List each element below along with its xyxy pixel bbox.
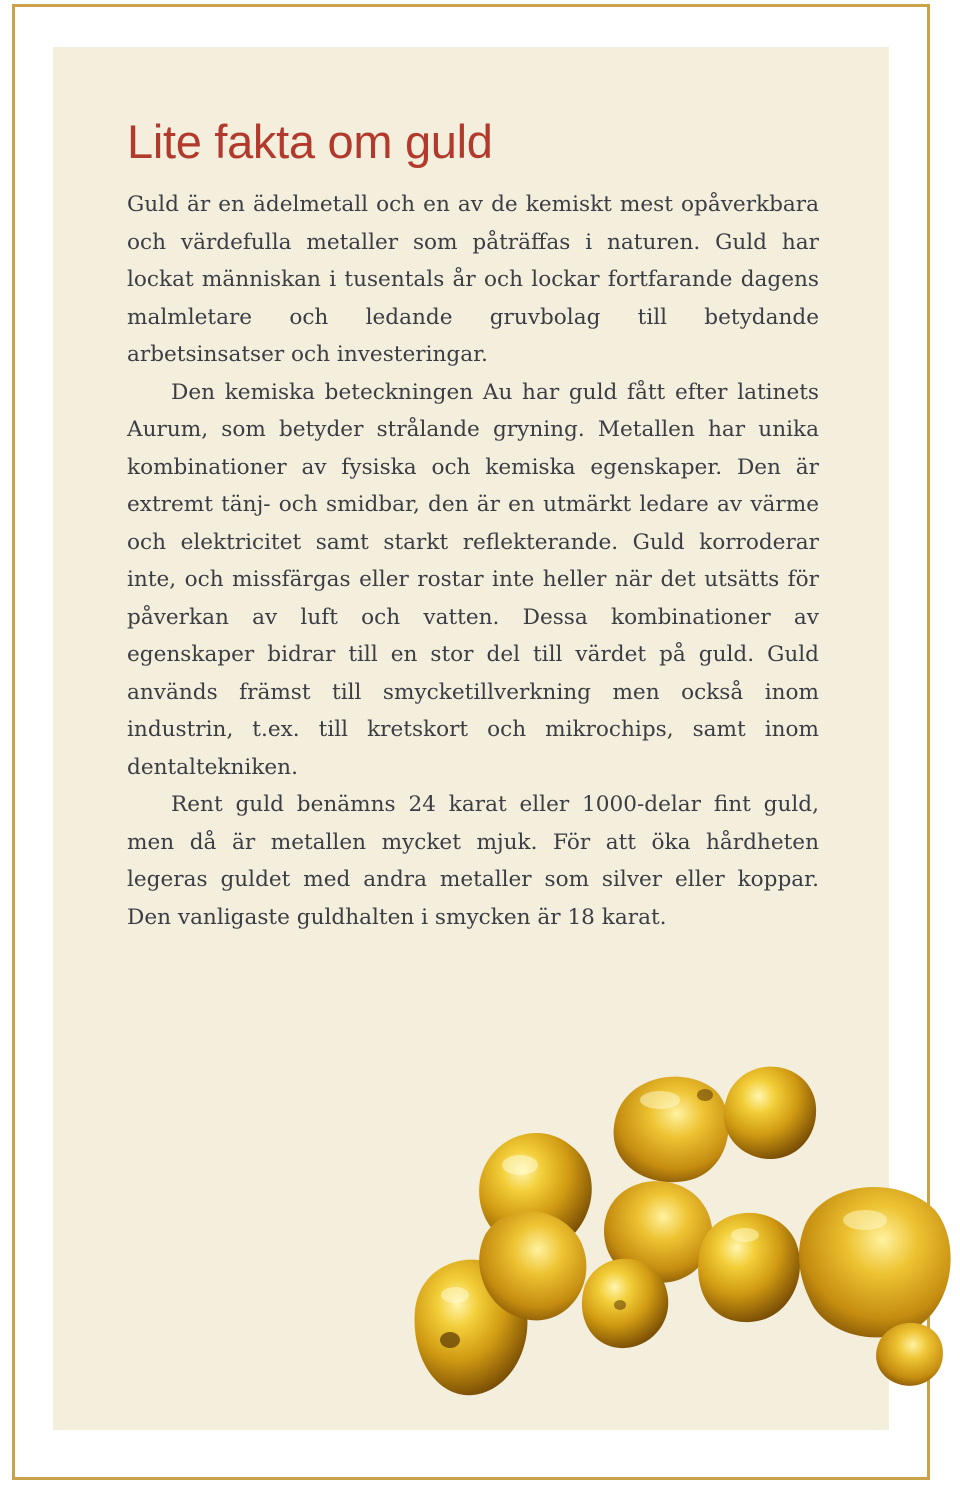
paragraph-karat: Rent guld benämns 24 karat eller 1000-delar fint guld, men då är metallen mycket mjuk. För att öka hårdheten legeras guldet med andra metaller som silver eller koppar. Den vanligaste guldhalten i smycken är 18 karat. [127, 792, 819, 930]
gold-nugget [724, 1067, 816, 1159]
paragraph-intro: Guld är en ädelmetall och en av de kemiskt mest opåverkbara och värdefulla metaller som påträffas i naturen. Guld har lockat människan i tusentals år och lockar fortfarande dagens malmletare och ledande gruvbolag till betydande arbetsinsatser och investeringar. [127, 192, 819, 367]
gold-nuggets-image [410, 1050, 960, 1491]
paragraph-properties: Den kemiska beteckningen Au har guld fått efter latinets Aurum, som betyder strålande gryning. Metallen har unika kombinationer av fysiska och kemiska egenskaper. Den är extremt tänj- och smidbar, den är en utmärkt ledare av värme och elektricitet samt starkt reflekterande. Guld korroderar inte, och missfärgas eller rostar inte heller när det utsätts för påverkan av luft och vatten. Dessa kombinationer av egenskaper bidrar till en stor del till värdet på guld. Guld används främst till smycketillverkning men också inom industrin, t.ex. till kretskort och mikrochips, samt inom dentaltekniken. [127, 379, 819, 780]
page-title: Lite fakta om guld [127, 115, 493, 168]
gold-nugget [799, 1187, 951, 1337]
article-body [127, 186, 819, 936]
